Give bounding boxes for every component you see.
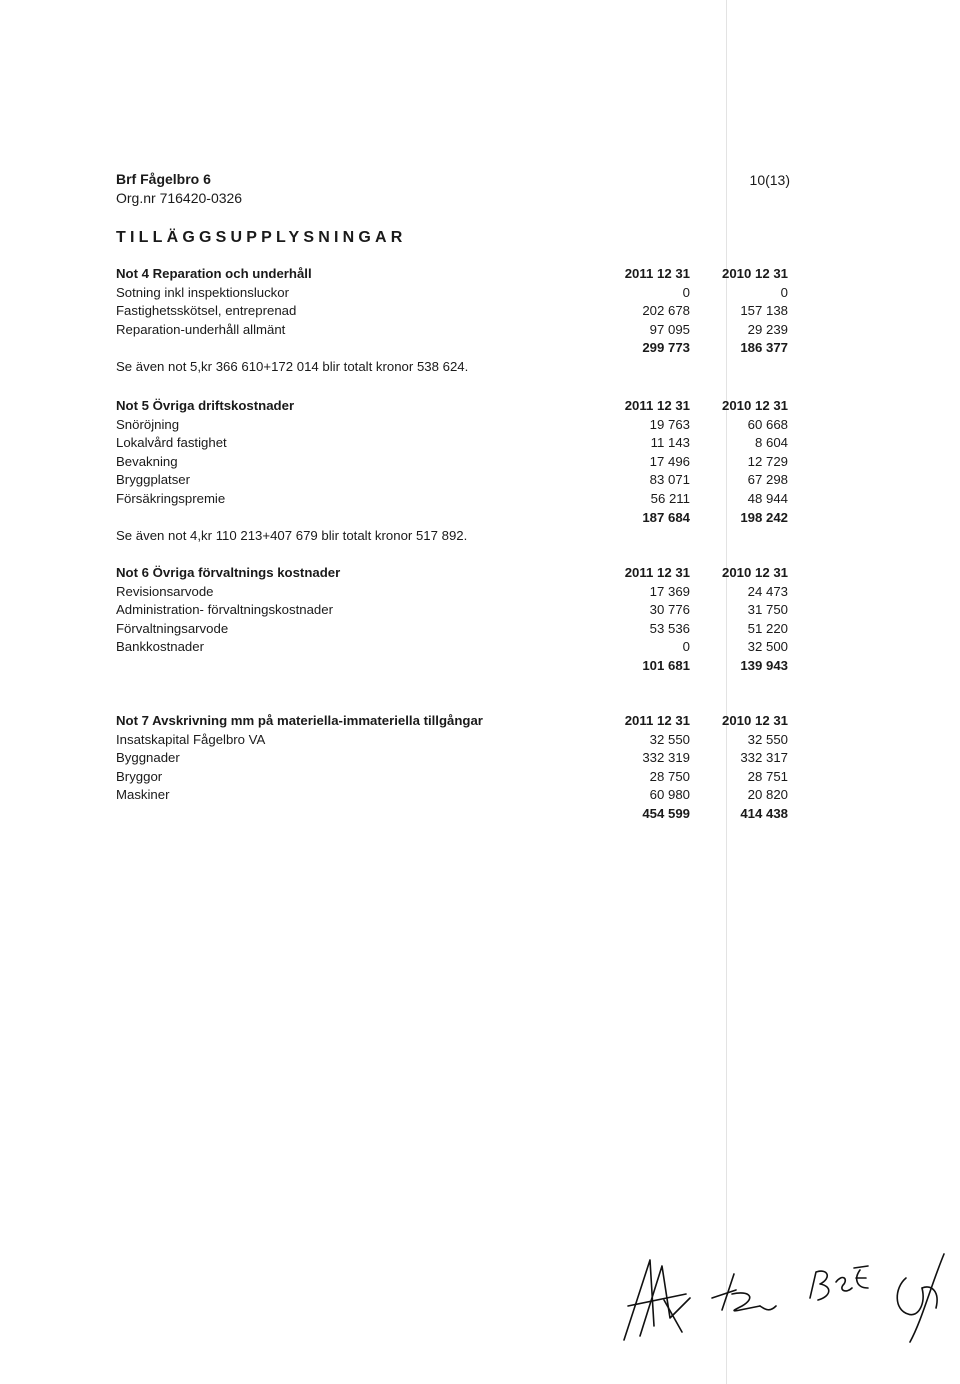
signature-1 [624,1260,690,1340]
row-label: Fastighetsskötsel, entreprenad [116,303,297,319]
row-label: Reparation-underhåll allmänt [116,321,286,337]
value-2011: 60 980 [649,787,690,803]
see-also-note: Se även not 4,kr 110 213+407 679 blir totalt kronor 517 892. [116,528,468,544]
signature-2 [712,1274,776,1311]
value-2011: 0 [682,284,690,300]
table-row [116,620,796,639]
value-2010: 0 [780,284,788,300]
table-row [116,434,796,453]
org-number: Org.nr 716420-0326 [116,190,243,206]
value-2011: 32 550 [649,731,690,747]
value-2010: 32 500 [747,639,788,655]
total-2010: 198 242 [740,509,788,525]
total-2011: 299 773 [642,340,690,356]
value-2011: 97 095 [649,321,690,337]
note-header [116,265,796,284]
total-2010: 414 438 [740,805,788,821]
row-label: Administration- förvaltningskostnader [116,602,333,618]
col-2010-header: 2010 12 31 [721,565,788,580]
signature-4 [897,1254,944,1342]
table-row [116,638,796,657]
table-row [116,749,796,768]
table-row [116,786,796,805]
col-2010-header: 2010 12 31 [721,398,788,413]
signatures [610,1248,950,1348]
row-label: Lokalvård fastighet [116,435,227,451]
col-2010-header: 2010 12 31 [721,266,788,281]
total-row [116,339,796,358]
table-row [116,453,796,472]
value-2011: 17 496 [649,453,690,469]
value-2011: 17 369 [649,583,690,599]
row-label: Snöröjning [116,416,180,432]
table-row [116,471,796,490]
value-2010: 51 220 [747,620,788,636]
row-label: Maskiner [116,787,170,803]
table-row [116,768,796,787]
value-2010: 31 750 [747,602,788,618]
table-row [116,583,796,602]
value-2011: 332 319 [642,750,690,766]
table-row [116,416,796,435]
row-label: Bevakning [116,453,178,469]
table-row [116,302,796,321]
value-2011: 11 143 [650,435,690,451]
row-label: Insatskapital Fågelbro VA [116,731,266,747]
note-title: Not 6 Övriga förvaltnings kostnader [116,565,341,580]
col-2011-header: 2011 12 31 [624,713,690,728]
value-2011: 202 678 [642,303,690,319]
value-2010: 28 751 [747,768,788,784]
value-2010: 48 944 [747,490,788,506]
total-2010: 139 943 [740,657,788,673]
total-row [116,509,796,528]
value-2010: 67 298 [747,472,788,488]
note-header [116,564,796,583]
value-2010: 8 604 [754,435,788,451]
note-header [116,397,796,416]
value-2010: 60 668 [747,416,788,432]
table-row [116,731,796,750]
table-row [116,284,796,303]
note-title: Not 5 Övriga driftskostnader [116,398,295,413]
scan-fold-line [726,0,727,1384]
value-2011: 83 071 [649,472,690,488]
value-2010: 12 729 [747,453,788,469]
section-title: TILLÄGGSUPPLYSNINGAR [116,229,407,246]
row-label: Bryggor [116,768,163,784]
table-row [116,321,796,340]
total-row [116,657,796,676]
value-2010: 24 473 [747,583,788,599]
value-2010: 157 138 [740,303,788,319]
note-header [116,712,796,731]
note-6 [116,564,796,676]
total-2011: 187 684 [642,509,690,525]
total-2010: 186 377 [740,340,788,356]
row-label: Sotning inkl inspektionsluckor [116,284,289,300]
total-row [116,805,796,824]
value-2010: 332 317 [740,750,788,766]
col-2011-header: 2011 12 31 [624,266,690,281]
value-2011: 28 750 [649,768,690,784]
row-label: Revisionsarvode [116,583,214,599]
note-title: Not 4 Reparation och underhåll [116,266,312,281]
total-2011: 101 681 [642,657,690,673]
note-7 [116,712,796,824]
col-2011-header: 2011 12 31 [624,398,690,413]
note-4 [116,265,796,377]
company-name: Brf Fågelbro 6 [116,171,211,187]
value-2011: 56 211 [650,490,690,506]
value-2010: 29 239 [747,321,788,337]
row-label: Försäkringspremie [116,490,226,506]
table-row [116,490,796,509]
col-2010-header: 2010 12 31 [721,713,788,728]
col-2011-header: 2011 12 31 [624,565,690,580]
value-2010: 20 820 [747,787,788,803]
row-label: Förvaltningsarvode [116,620,229,636]
value-2011: 19 763 [649,416,690,432]
value-2011: 30 776 [649,602,690,618]
note-title: Not 7 Avskrivning mm på materiella-immateriella tillgångar [116,713,483,728]
signature-3 [810,1266,868,1300]
value-2011: 53 536 [649,620,690,636]
row-label: Bryggplatser [116,472,191,488]
table-row [116,601,796,620]
row-label: Byggnader [116,750,180,766]
value-2011: 0 [682,639,690,655]
row-label: Bankkostnader [116,639,204,655]
note-5 [116,397,796,546]
total-2011: 454 599 [642,805,690,821]
see-also-note: Se även not 5,kr 366 610+172 014 blir totalt kronor 538 624. [116,358,469,374]
page-number: 10(13) [749,172,790,188]
value-2010: 32 550 [747,731,788,747]
